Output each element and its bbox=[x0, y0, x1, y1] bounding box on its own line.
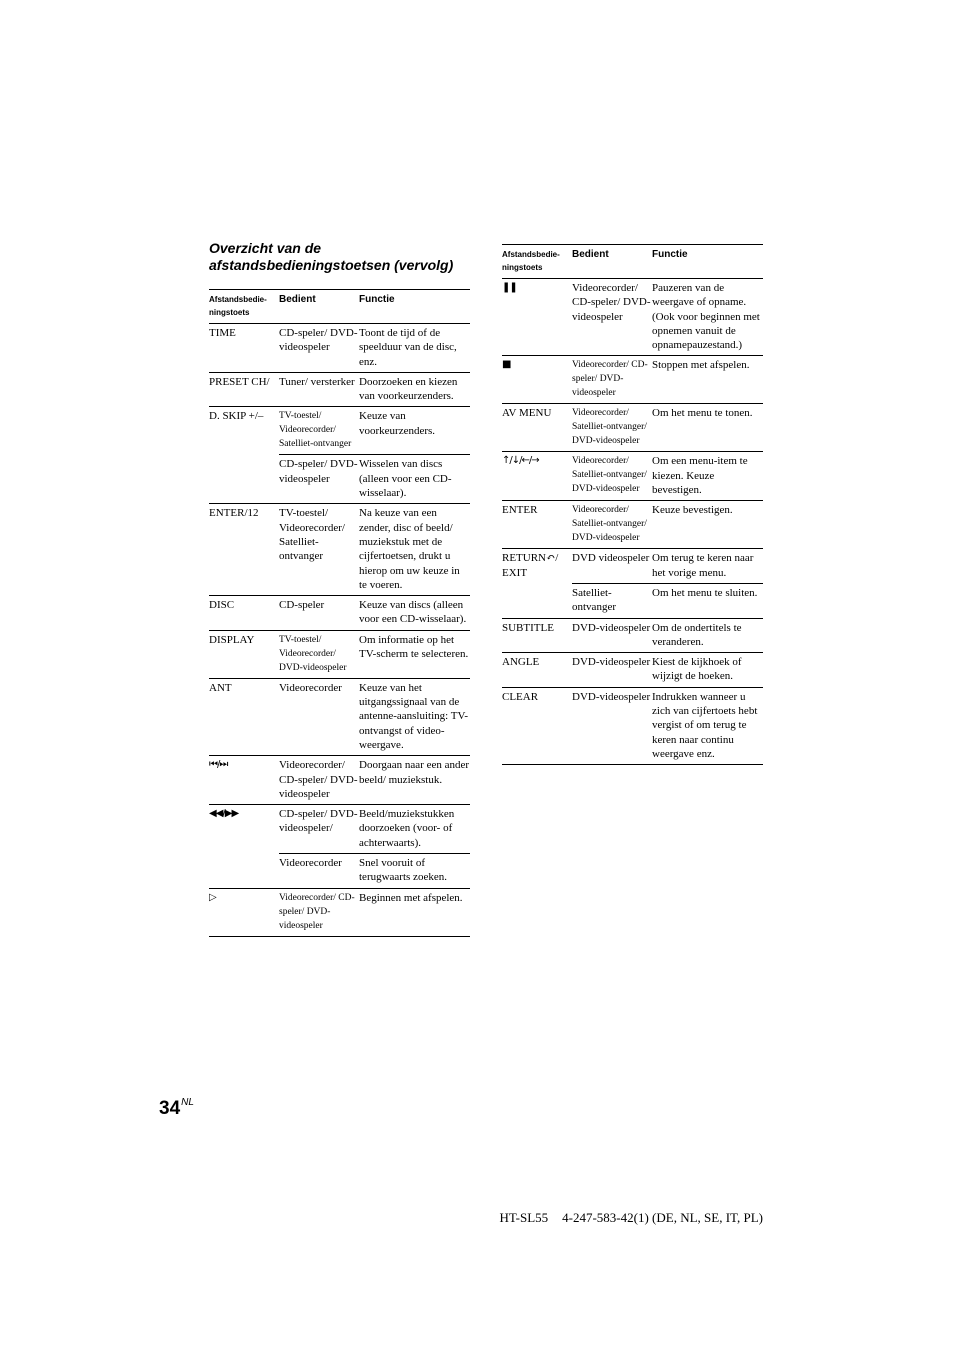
arrow-keys-icon: ↑/↓/←/→ bbox=[502, 452, 572, 501]
header-operates: Bedient bbox=[279, 290, 359, 324]
row-operates: Videorecorder/ CD-speler/ DVD-videospeler bbox=[279, 888, 359, 936]
row-key: SUBTITLE bbox=[502, 618, 572, 653]
row-operates: CD-speler/ DVD-videospeler bbox=[279, 455, 359, 504]
key-table-right bbox=[502, 244, 763, 765]
table-row bbox=[502, 279, 763, 356]
row-key: ANGLE bbox=[502, 653, 572, 688]
table-row bbox=[209, 504, 470, 596]
row-operates: Videorecorder/ CD-speler/ DVD-videospeler bbox=[279, 756, 359, 805]
page-number bbox=[159, 1097, 194, 1120]
row-operates: Videorecorder/ Satelliet-ontvanger/ DVD-videospeler bbox=[572, 501, 652, 549]
row-key: TIME bbox=[209, 324, 279, 373]
row-key: DISC bbox=[209, 596, 279, 631]
row-function: Beginnen met afspelen. bbox=[359, 888, 470, 936]
header-function: Functie bbox=[652, 245, 763, 279]
table-row bbox=[502, 452, 763, 501]
row-function: Doorzoeken en kiezen van voorkeurzenders. bbox=[359, 372, 470, 407]
row-operates: Videorecorder bbox=[279, 854, 359, 889]
page-number-value: 34 bbox=[159, 1098, 181, 1119]
play-icon: ▷ bbox=[209, 888, 279, 936]
scan-icon: ◀◀/▶▶ bbox=[209, 805, 279, 888]
row-operates: Satelliet-ontvanger bbox=[572, 583, 652, 618]
row-function: Keuze van het uitgangssignaal van de antenne-aansluiting: TV-ontvangst of video-weergave. bbox=[359, 678, 470, 755]
row-operates: Videorecorder/ Satelliet-ontvanger/ DVD-videospeler bbox=[572, 452, 652, 501]
row-key: DISPLAY bbox=[209, 630, 279, 678]
row-operates: Videorecorder/ Satelliet-ontvanger/ DVD-videospeler bbox=[572, 404, 652, 452]
section-heading bbox=[209, 240, 479, 274]
row-function: Kiest de kijkhoek of wijzigt de hoeken. bbox=[652, 653, 763, 688]
row-function: Om terug te keren naar het vorige menu. bbox=[652, 549, 763, 584]
row-operates: DVD-videospeler bbox=[572, 618, 652, 653]
table-row bbox=[209, 407, 470, 455]
row-function: Na keuze van een zender, disc of beeld/ muziekstuk met de cijfertoetsen, drukt u hierop om uw keuze in te voeren. bbox=[359, 504, 470, 596]
row-function: Om een menu-item te kiezen. Keuze bevestigen. bbox=[652, 452, 763, 501]
row-operates: CD-speler bbox=[279, 596, 359, 631]
pause-icon: ❚❚ bbox=[502, 279, 572, 356]
row-operates: DVD-videospeler bbox=[572, 653, 652, 688]
table-row bbox=[209, 630, 470, 678]
row-function: Om de ondertitels te veranderen. bbox=[652, 618, 763, 653]
table-header-row bbox=[209, 290, 470, 324]
row-operates: CD-speler/ DVD-videospeler/ bbox=[279, 805, 359, 854]
table-row bbox=[209, 756, 470, 805]
section-heading-line2: afstandsbedieningstoetsen (vervolg) bbox=[209, 257, 454, 273]
table-row bbox=[502, 653, 763, 688]
row-function: Toont de tijd of de speelduur van de disc, enz. bbox=[359, 324, 470, 373]
table-header-row bbox=[502, 245, 763, 279]
row-key: ENTER/12 bbox=[209, 504, 279, 596]
table-row bbox=[209, 324, 470, 373]
row-function: Keuze bevestigen. bbox=[652, 501, 763, 549]
row-operates: CD-speler/ DVD-videospeler bbox=[279, 324, 359, 373]
header-key: Afstandsbedie-ningstoets bbox=[502, 245, 572, 279]
row-operates: Tuner/ versterker bbox=[279, 372, 359, 407]
row-operates: TV-toestel/ Videorecorder/ DVD-videospeler bbox=[279, 630, 359, 678]
row-function: Wisselen van discs (alleen voor een CD-wisselaar). bbox=[359, 455, 470, 504]
row-operates: Videorecorder bbox=[279, 678, 359, 755]
row-operates: DVD videospeler bbox=[572, 549, 652, 584]
row-function: Snel vooruit of terugwaarts zoeken. bbox=[359, 854, 470, 889]
header-function: Functie bbox=[359, 290, 470, 324]
row-key: RETURN↶/ EXIT bbox=[502, 549, 572, 618]
table-row bbox=[209, 678, 470, 755]
row-function: Om het menu te sluiten. bbox=[652, 583, 763, 618]
table-row bbox=[502, 549, 763, 584]
row-function: Doorgaan naar een ander beeld/ muziekstuk. bbox=[359, 756, 470, 805]
row-function: Stoppen met afspelen. bbox=[652, 356, 763, 404]
page-number-suffix: NL bbox=[181, 1097, 194, 1108]
row-key: ANT bbox=[209, 678, 279, 755]
row-key: PRESET CH/ bbox=[209, 372, 279, 407]
header-key: Afstandsbedie-ningstoets bbox=[209, 290, 279, 324]
footer-model: HT-SL55 bbox=[499, 1210, 549, 1225]
section-heading-line1: Overzicht van de bbox=[209, 240, 322, 256]
stop-icon: ■ bbox=[502, 356, 572, 404]
table-row bbox=[502, 356, 763, 404]
row-operates: Videorecorder/ CD-speler/ DVD-videospeler bbox=[572, 356, 652, 404]
table-row bbox=[209, 372, 470, 407]
header-operates: Bedient bbox=[572, 245, 652, 279]
skip-icon: ⏮/⏭ bbox=[209, 756, 279, 805]
footer-code: 4-247-583-42(1) (DE, NL, SE, IT, PL) bbox=[562, 1210, 763, 1225]
table-row bbox=[502, 404, 763, 452]
table-row bbox=[502, 618, 763, 653]
row-function: Om informatie op het TV-scherm te selecteren. bbox=[359, 630, 470, 678]
row-function: Beeld/muziekstukken doorzoeken (voor- of achterwaarts). bbox=[359, 805, 470, 854]
row-key: ENTER bbox=[502, 501, 572, 549]
row-operates: Videorecorder/ CD-speler/ DVD-videospeler bbox=[572, 279, 652, 356]
row-operates: DVD-videospeler bbox=[572, 687, 652, 764]
table-row bbox=[209, 888, 470, 936]
row-function: Keuze van discs (alleen voor een CD-wisselaar). bbox=[359, 596, 470, 631]
key-table-left bbox=[209, 289, 470, 937]
table-row bbox=[209, 596, 470, 631]
table-row bbox=[502, 501, 763, 549]
row-operates: TV-toestel/ Videorecorder/ Satelliet-ontvanger bbox=[279, 407, 359, 455]
table-row bbox=[502, 687, 763, 764]
table-row bbox=[209, 805, 470, 854]
row-key: AV MENU bbox=[502, 404, 572, 452]
row-function: Om het menu te tonen. bbox=[652, 404, 763, 452]
row-key: CLEAR bbox=[502, 687, 572, 764]
row-function: Pauzeren van de weergave of opname. (Ook voor beginnen met opnemen vanuit de opnamepauzestand.) bbox=[652, 279, 763, 356]
row-key: D. SKIP +/– bbox=[209, 407, 279, 504]
row-function: Keuze van voorkeurzenders. bbox=[359, 407, 470, 455]
footer bbox=[500, 1210, 764, 1226]
row-operates: TV-toestel/ Videorecorder/ Satelliet-ontvanger bbox=[279, 504, 359, 596]
row-function: Indrukken wanneer u zich van cijfertoets hebt vergist of om terug te keren naar continu weergave enz. bbox=[652, 687, 763, 764]
